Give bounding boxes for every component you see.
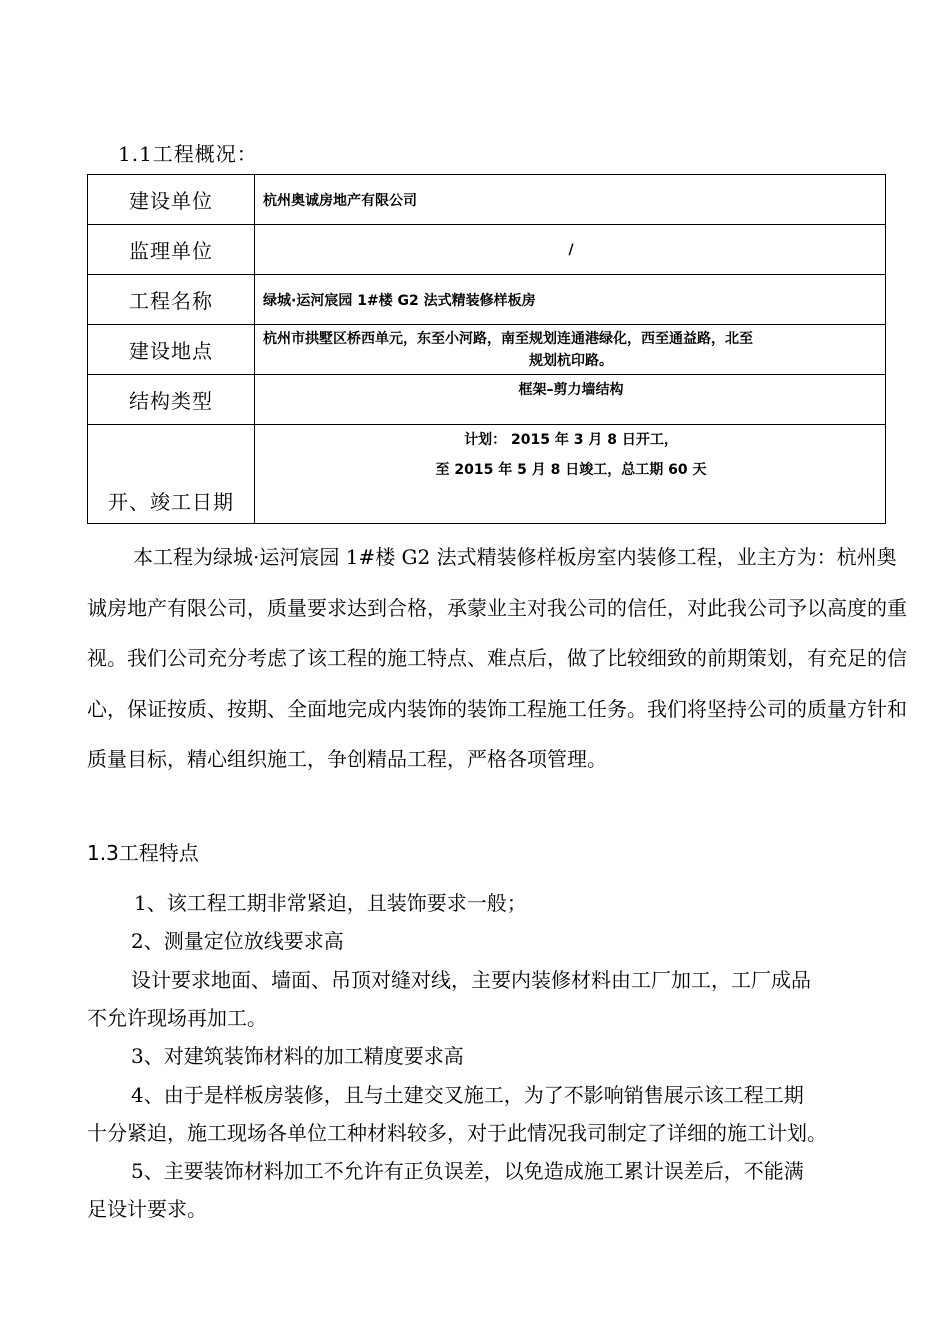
row-label-location: 建设地点	[88, 325, 255, 375]
feature-item-5-line-2: 足设计要求。	[87, 1197, 207, 1221]
feature-item-3: 3、对建筑装饰材料的加工精度要求高	[131, 1044, 464, 1068]
row-value-supervisor: /	[255, 225, 886, 275]
dates-line-2: 至 2015 年 5 月 8 日竣工，总工期 60 天	[435, 462, 707, 478]
feature-item-4-line-1: 4、由于是样板房装修，且与土建交叉施工，为了不影响销售展示该工程工期	[131, 1083, 804, 1107]
row-value-dates	[255, 425, 886, 524]
structure-text: 框架–剪力墙结构	[518, 382, 624, 398]
feature-item-2: 2、测量定位放线要求高	[131, 929, 344, 953]
row-label-project-name: 工程名称	[88, 275, 255, 325]
row-label-supervisor: 监理单位	[88, 225, 255, 275]
row-value-project-name: 绿城·运河宸园 1#楼 G2 法式精装修样板房	[255, 275, 886, 325]
table-row	[88, 225, 886, 275]
dates-line-1: 计划： 2015 年 3 月 8 日开工，	[464, 432, 678, 448]
section-1-3-heading: 1.3工程特点	[87, 841, 199, 865]
table-row	[88, 275, 886, 325]
project-overview-table	[87, 174, 886, 524]
feature-item-5-line-1: 5、主要装饰材料加工不允许有正负误差，以免造成施工累计误差后，不能满	[131, 1159, 804, 1183]
section-1-1-heading: 1.1工程概况：	[118, 142, 258, 166]
row-label-developer: 建设单位	[88, 175, 255, 225]
feature-item-2-detail-line-2: 不允许现场再加工。	[87, 1006, 267, 1030]
intro-paragraph-text: 本工程为绿城·运河宸园 1#楼 G2 法式精装修样板房室内装修工程，业主方为：杭州奥诚房地产有限公司，质量要求达到合格，承蒙业主对我公司的信任，对此我公司予以高度的重视。我们公司充分考虑了该工程的施工特点、难点后，做了比较细致的前期策划，有充足的信心，保证按质、按期、全面地完成内装饰的装饰工程施工任务。我们将坚持公司的质量方针和质量目标，精心组织施工，争创精品工程，严格各项管理。	[87, 545, 907, 771]
table-row	[88, 175, 886, 225]
row-value-structure	[255, 375, 886, 425]
feature-item-2-detail-line-1: 设计要求地面、墙面、吊顶对缝对线，主要内装修材料由工厂加工，工厂成品	[131, 968, 811, 992]
row-value-location	[255, 325, 886, 375]
row-label-structure: 结构类型	[88, 375, 255, 425]
table-row	[88, 375, 886, 425]
table-row	[88, 425, 886, 524]
feature-item-4-line-2: 十分紧迫，施工现场各单位工种材料较多，对于此情况我司制定了详细的施工计划。	[87, 1121, 827, 1145]
dates-label-text: 开、竣工日期	[108, 490, 234, 514]
location-line-2: 规划杭印路。	[529, 352, 613, 369]
table-row	[88, 325, 886, 375]
feature-item-1: 1、该工程工期非常紧迫，且装饰要求一般；	[134, 891, 527, 915]
row-label-dates	[88, 425, 255, 524]
location-line-1: 杭州市拱墅区桥西单元，东至小河路，南至规划连通港绿化，西至通益路，北至	[263, 330, 753, 347]
intro-paragraph	[87, 532, 907, 785]
row-value-developer: 杭州奥诚房地产有限公司	[255, 175, 886, 225]
